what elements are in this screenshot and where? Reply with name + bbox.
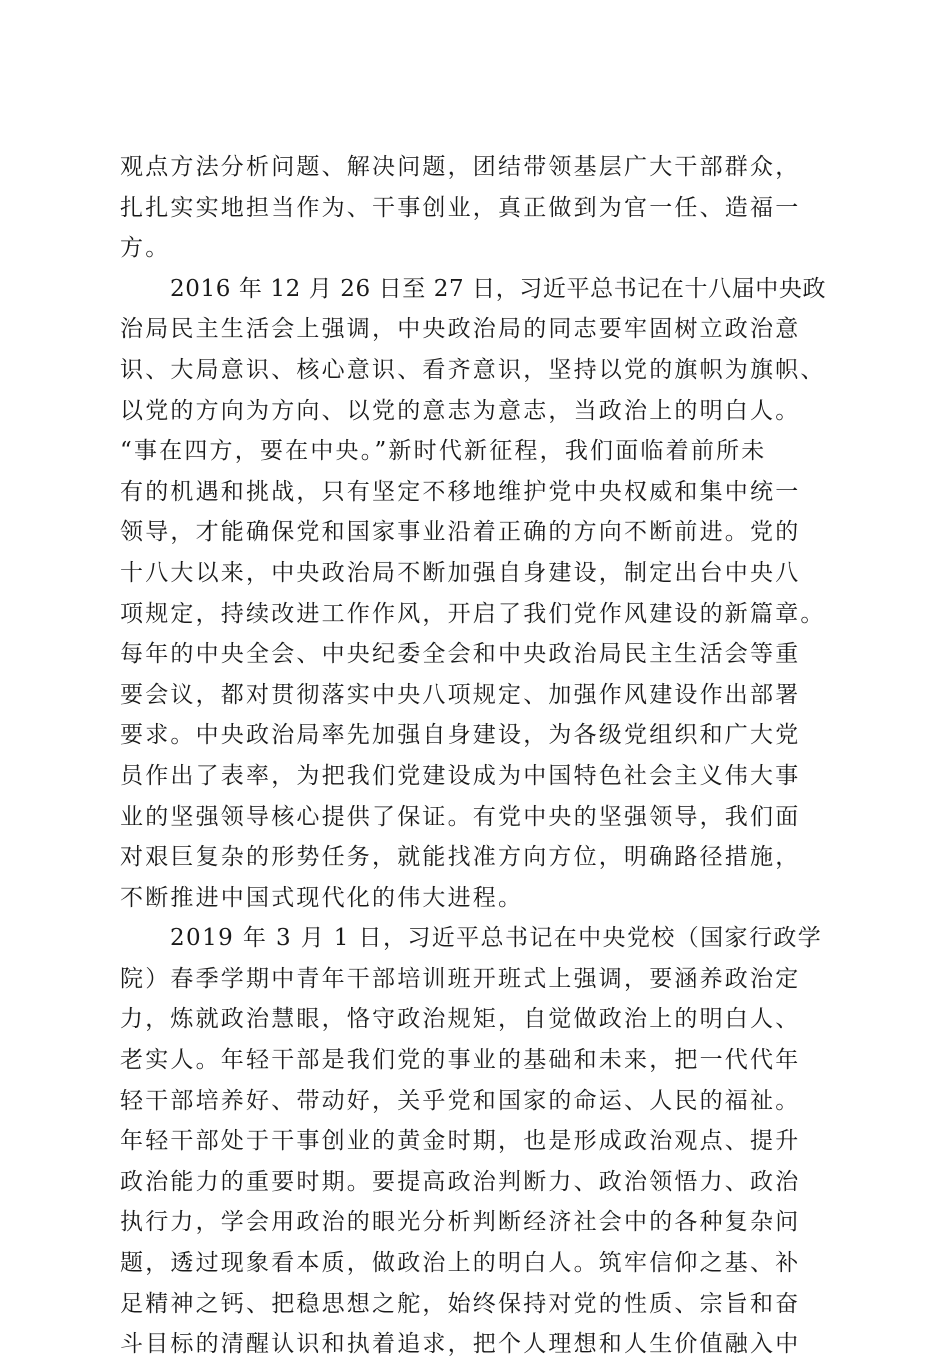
- text-line: 每年的中央全会、中央纪委全会和中央政治局民主生活会等重: [120, 641, 801, 668]
- text-line: 方。: [120, 235, 171, 262]
- text-line: 以党的方向为方向、以党的意志为意志，当政治上的明白人。: [120, 397, 801, 424]
- text-line: 斗目标的清醒认识和执着追求，把个人理想和人生价值融入中: [120, 1331, 801, 1358]
- paragraph: [120, 918, 826, 1365]
- text-line: 老实人。年轻干部是我们党的事业的基础和未来，把一代代年: [120, 1047, 801, 1074]
- text-line: 员作出了表率，为把我们党建设成为中国特色社会主义伟大事: [120, 762, 801, 789]
- text-line: 政治能力的重要时期。要提高政治判断力、政治领悟力、政治: [120, 1168, 801, 1195]
- text-line: 足精神之钙、把稳思想之舵，始终保持对党的性质、宗旨和奋: [120, 1290, 801, 1317]
- paragraph: [120, 269, 826, 919]
- text-line: 十八大以来，中央政治局不断加强自身建设，制定出台中央八: [120, 559, 801, 586]
- text-line: 执行力，学会用政治的眼光分析判断经济社会中的各种复杂问: [120, 1209, 801, 1236]
- text-line: 轻干部培养好、带动好，关乎党和国家的命运、人民的福祉。: [120, 1087, 801, 1114]
- text-line: 不断推进中国式现代化的伟大进程。: [120, 884, 524, 911]
- text-line: 治局民主生活会上强调，中央政治局的同志要牢固树立政治意: [120, 316, 801, 343]
- text-line: 要会议，都对贯彻落实中央八项规定、加强作风建设作出部署: [120, 681, 801, 708]
- text-line: 力，炼就政治慧眼，恪守政治规矩，自觉做政治上的明白人、: [120, 1006, 801, 1033]
- text-line: 2016 年 12 月 26 日至 27 日，习近平总书记在十八届中央政: [170, 275, 827, 302]
- text-line: 扎扎实实地担当作为、干事创业，真正做到为官一任、造福一: [120, 194, 801, 221]
- text-line: 识、大局意识、核心意识、看齐意识，坚持以党的旗帜为旗帜、: [120, 356, 826, 383]
- text-line: 2019 年 3 月 1 日，习近平总书记在中央党校（国家行政学: [170, 925, 823, 952]
- text-line: 领导，才能确保党和国家事业沿着正确的方向不断前进。党的: [120, 519, 801, 546]
- text-line: “事在四方，要在中央。”新时代新征程，我们面临着前所未: [120, 438, 767, 465]
- text-line: 年轻干部处于干事创业的黄金时期，也是形成政治观点、提升: [120, 1128, 801, 1155]
- text-line: 项规定，持续改进工作作风，开启了我们党作风建设的新篇章。: [120, 600, 826, 627]
- text-line: 观点方法分析问题、解决问题，团结带领基层广大干部群众，: [120, 154, 801, 180]
- document-body: [120, 147, 826, 1365]
- text-line: 院）春季学期中青年干部培训班开班式上强调，要涵养政治定: [120, 965, 801, 992]
- text-line: 有的机遇和挑战，只有坚定不移地维护党中央权威和集中统一: [120, 478, 801, 505]
- paragraph: [120, 147, 826, 269]
- text-line: 题，透过现象看本质，做政治上的明白人。筑牢信仰之基、补: [120, 1250, 801, 1277]
- text-line: 对艰巨复杂的形势任务，就能找准方向方位，明确路径措施，: [120, 844, 801, 871]
- text-line: 业的坚强领导核心提供了保证。有党中央的坚强领导，我们面: [120, 803, 801, 830]
- text-line: 要求。中央政治局率先加强自身建设，为各级党组织和广大党: [120, 722, 801, 749]
